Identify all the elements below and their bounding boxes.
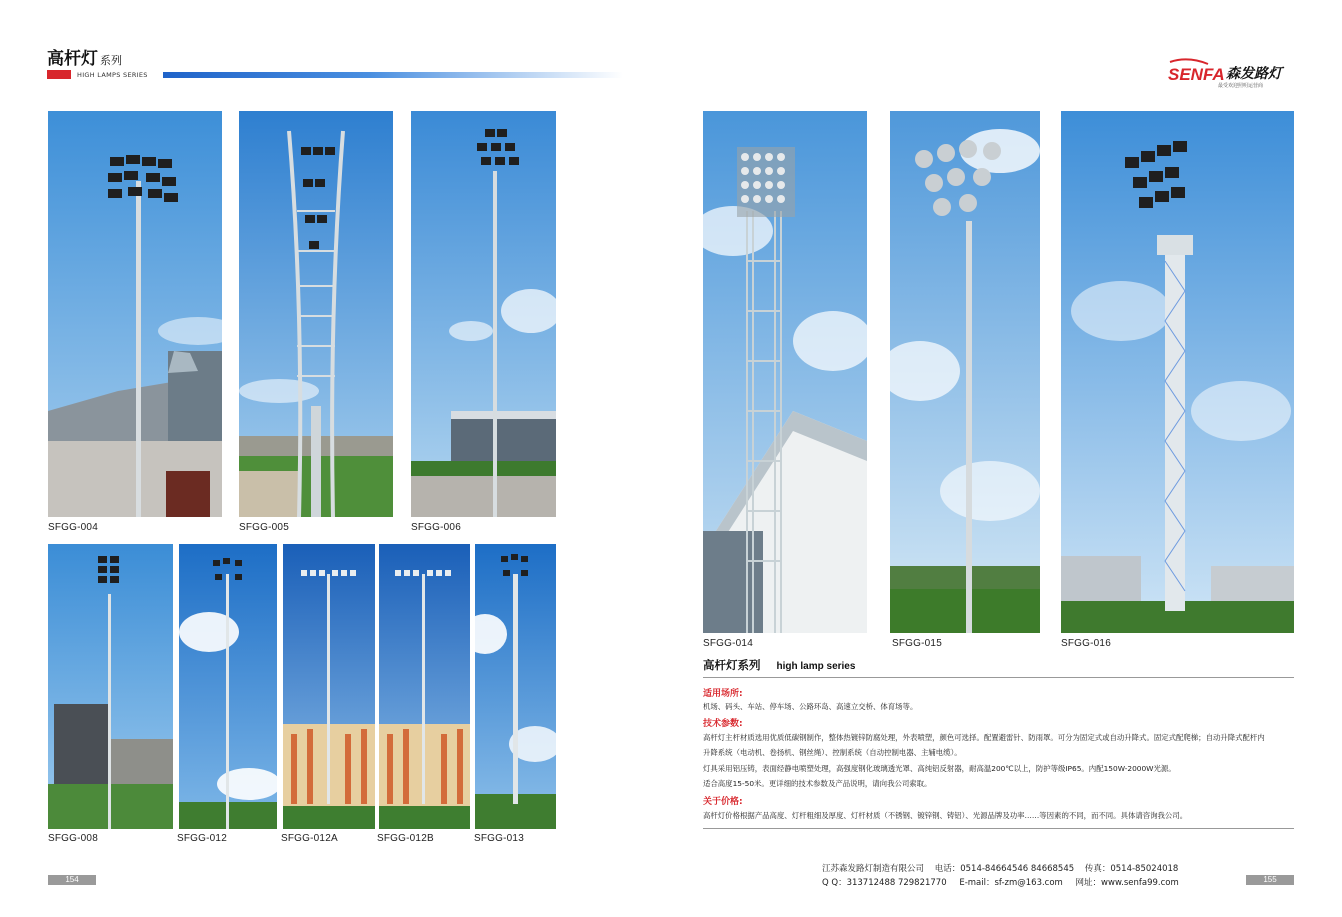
- product-code: SFGG-005: [239, 522, 289, 533]
- series-title-cn: 高杆灯系列: [703, 658, 761, 672]
- logo-slogan-text: 最受欢迎照明运营商: [1218, 83, 1264, 88]
- tech-line: 灯具采用铝压铸，表面经静电喷塑处理，高强度钢化玻璃透光罩、高纯铝反射器，耐高温200℃以上，防护等级IP65。内配150W-2000W光源。: [703, 764, 1176, 773]
- product-photo-sfgg-016: [1061, 111, 1294, 633]
- product-photo-sfgg-015: [890, 111, 1040, 633]
- product-code: SFGG-004: [48, 522, 98, 533]
- series-title: [703, 657, 855, 673]
- price-heading: 关于价格:: [703, 797, 743, 807]
- title-suffix: 系列: [100, 54, 122, 67]
- senfa-logo-icon: [1168, 58, 1296, 88]
- divider: [703, 828, 1294, 829]
- usage-text: 机场、码头、车站、停车场、公路环岛、高速立交桥、体育场等。: [703, 702, 918, 711]
- price-text: 高杆灯价格根据产品高度、灯杆粗细及厚度、灯杆材质（不锈钢、镀锌钢、铸铝）、光源品牌及功率……等因素的不同，而不同。具体请咨询我公司。: [703, 811, 1188, 820]
- footer-company: 江苏森发路灯制造有限公司: [822, 864, 925, 874]
- product-code: SFGG-016: [1061, 638, 1111, 649]
- logo-en-text: SENFA: [1168, 65, 1225, 84]
- footer-email[interactable]: E-mail：sf-zm@163.com: [959, 878, 1063, 888]
- footer-qq: Q Q：313712488 729821770: [822, 878, 947, 888]
- product-code: SFGG-012B: [377, 833, 434, 844]
- product-code: SFGG-013: [474, 833, 524, 844]
- tech-line: 升降系统（电动机、卷扬机、钢丝绳）、控制系统（自动控制电器、主辅电缆）。: [703, 748, 962, 757]
- product-photo-sfgg-008: [48, 544, 173, 829]
- product-photo-sfgg-012: [179, 544, 277, 829]
- product-photo-sfgg-012b: [379, 544, 470, 829]
- title-red-block: [47, 70, 71, 79]
- product-photo-sfgg-012a: [283, 544, 375, 829]
- product-photo-sfgg-014: [703, 111, 867, 633]
- title-main: 高杆灯: [47, 49, 98, 69]
- brand-logo: [1168, 58, 1296, 88]
- product-code: SFGG-006: [411, 522, 461, 533]
- usage-heading: 适用场所:: [703, 689, 743, 699]
- series-title-en: high lamp series: [776, 661, 856, 672]
- product-code: SFGG-008: [48, 833, 98, 844]
- product-code: SFGG-015: [892, 638, 942, 649]
- product-photo-sfgg-005: [239, 111, 393, 517]
- product-photo-sfgg-006: [411, 111, 556, 517]
- header-gradient-bar: [163, 72, 623, 78]
- logo-cn-text: 森发路灯: [1226, 66, 1282, 82]
- page-number-right: 155: [1246, 875, 1294, 885]
- page-title: [47, 44, 122, 69]
- product-photo-sfgg-004: [48, 111, 222, 517]
- page-subtitle: HIGH LAMPS SERIES: [77, 71, 148, 79]
- divider: [703, 677, 1294, 678]
- footer-web[interactable]: 网址：www.senfa99.com: [1075, 878, 1179, 888]
- tech-heading: 技术参数:: [703, 719, 743, 729]
- product-photo-sfgg-013: [475, 544, 556, 829]
- footer-line-2: [822, 876, 1179, 888]
- footer-fax: 传真：0514-85024018: [1084, 864, 1179, 874]
- tech-line: 高杆灯主杆材质选用优质低碳钢制作，整体热镀锌防腐处理，外表喷塑，颜色可选择。配置避雷针、防雨罩。可分为固定式或自动升降式。固定式配爬梯；自动升降式配杆内: [703, 733, 1265, 742]
- product-code: SFGG-014: [703, 638, 753, 649]
- footer-phone: 电话：0514-84664546 84668545: [934, 864, 1075, 874]
- product-code: SFGG-012A: [281, 833, 338, 844]
- footer-line-1: [822, 862, 1178, 874]
- product-code: SFGG-012: [177, 833, 227, 844]
- page-number-left: 154: [48, 875, 96, 885]
- tech-line: 适合高度15-50米。更详细的技术参数及产品说明，请向我公司索取。: [703, 779, 932, 788]
